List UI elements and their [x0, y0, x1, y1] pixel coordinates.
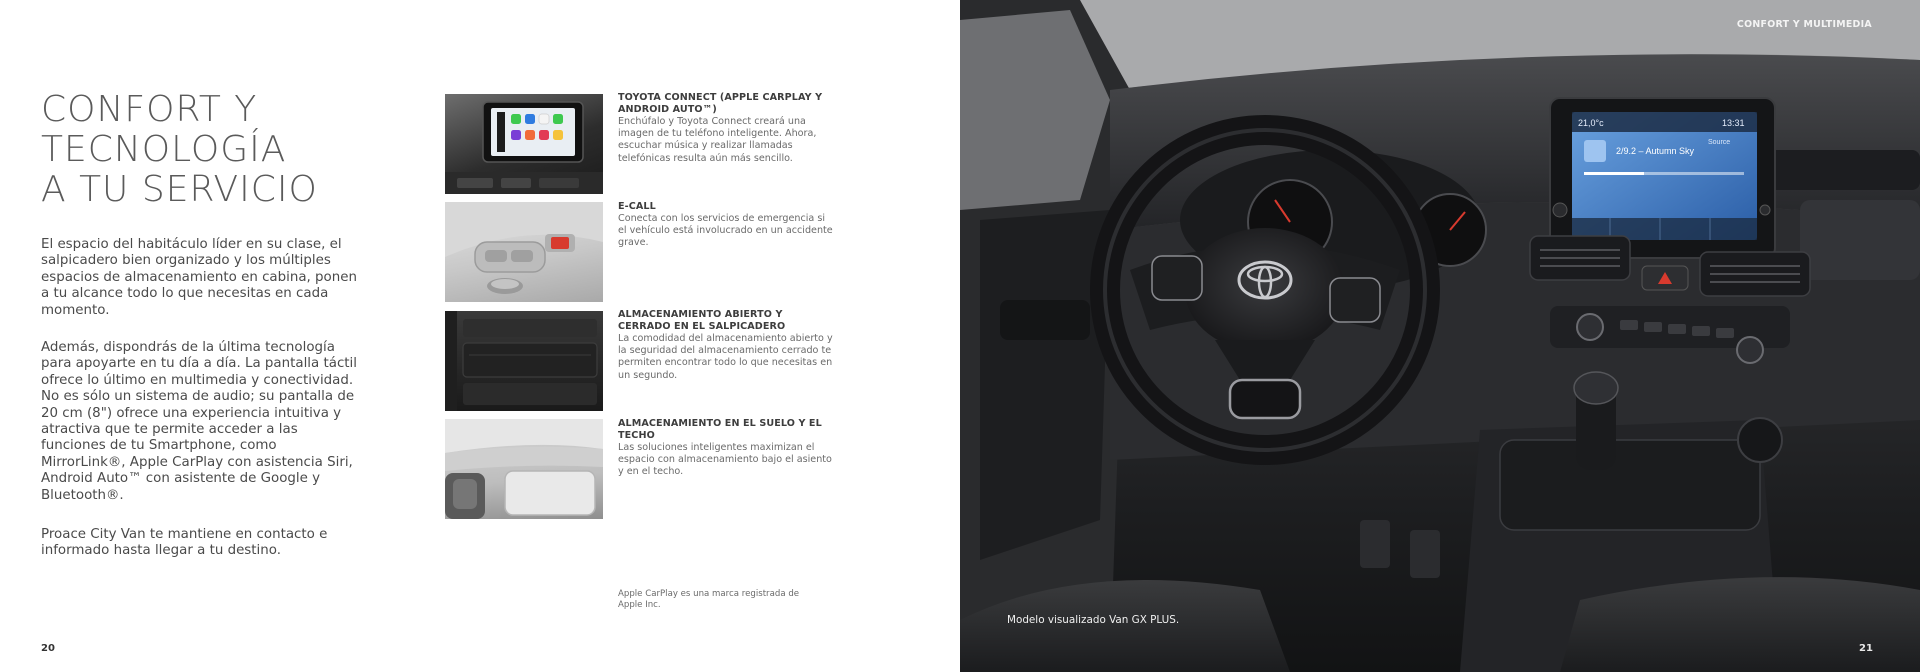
feature-description: Las soluciones inteligentes maximizan el espacio con almacenamiento bajo el asiento y en el techo. — [618, 442, 832, 478]
feature-e-call — [618, 201, 833, 250]
headline-line-1: CONFORT Y — [41, 89, 258, 130]
section-tag: CONFORT Y MULTIMEDIA — [1736, 19, 1872, 30]
headline-line-3: A TU SERVICIO — [41, 169, 318, 210]
page-number-right: 21 — [1859, 643, 1873, 654]
screen-time: 13:31 — [1722, 118, 1745, 128]
right-page — [960, 0, 1920, 672]
page-headline — [41, 90, 361, 210]
cabin-interior-photo — [960, 0, 1920, 672]
toyota-connect-photo — [445, 94, 603, 194]
intro-paragraph: El espacio del habitáculo líder en su clase, el salpicadero bien organizado y los múltiples espacios de almacenamiento en cabina, ponen a tu alcance todo lo que necesitas en cada momento. — [41, 237, 357, 318]
technology-paragraph: Además, dispondrás de la última tecnología para apoyarte en tu día a día. La pantalla táctil ofrece lo último en multimedia y conectividad. No es sólo un sistema de audio; su pantalla de 20 cm (8") ofrece una experiencia intuitiva y atractiva que te permite acceder a las funciones de tu Smartphone, como MirrorLink®, Apple CarPlay con asistencia Siri, Android Auto™ con asistente de Google y Bluetooth®. — [41, 340, 357, 503]
trademark-footnote: Apple CarPlay es una marca registrada de Apple Inc. — [618, 589, 800, 610]
infotainment-screen — [1550, 98, 1775, 258]
feature-floor-ceiling-storage — [618, 418, 833, 479]
feature-title: ALMACENAMIENTO ABIERTO Y CERRADO EN EL SALPICADERO — [618, 309, 786, 332]
feature-dashboard-storage — [618, 309, 833, 382]
closing-paragraph: Proace City Van te mantiene en contacto e informado hasta llegar a tu destino. — [41, 527, 328, 559]
feature-description: Enchúfalo y Toyota Connect creará una imagen de tu teléfono inteligente. Ahora, escuchar música y realizar llamadas telefónicas resulta aún más sencillo. — [618, 116, 817, 164]
feature-title: ALMACENAMIENTO EN EL SUELO Y EL TECHO — [618, 418, 822, 441]
feature-toyota-connect — [618, 92, 833, 165]
feature-title: TOYOTA CONNECT (APPLE CARPLAY Y ANDROID AUTO™) — [618, 92, 823, 115]
feature-description: La comodidad del almacenamiento abierto y la seguridad del almacenamiento cerrado te permiten encontrar todo lo que necesitas en un segundo. — [618, 333, 833, 381]
e-call-photo — [445, 202, 603, 302]
floor-ceiling-storage-photo — [445, 419, 603, 519]
feature-title: E-CALL — [618, 201, 656, 212]
page-number-left: 20 — [41, 643, 55, 654]
screen-temperature: 21,0°c — [1578, 118, 1604, 128]
screen-source: Source — [1708, 139, 1731, 146]
photo-caption: Modelo visualizado Van GX PLUS. — [1007, 614, 1180, 626]
headline-line-2: TECNOLOGÍA — [41, 129, 287, 170]
feature-description: Conecta con los servicios de emergencia si el vehículo está involucrado en un accidente grave. — [618, 213, 833, 249]
dashboard-storage-photo — [445, 311, 603, 411]
screen-track: 2/9.2 – Autumn Sky — [1616, 146, 1695, 156]
